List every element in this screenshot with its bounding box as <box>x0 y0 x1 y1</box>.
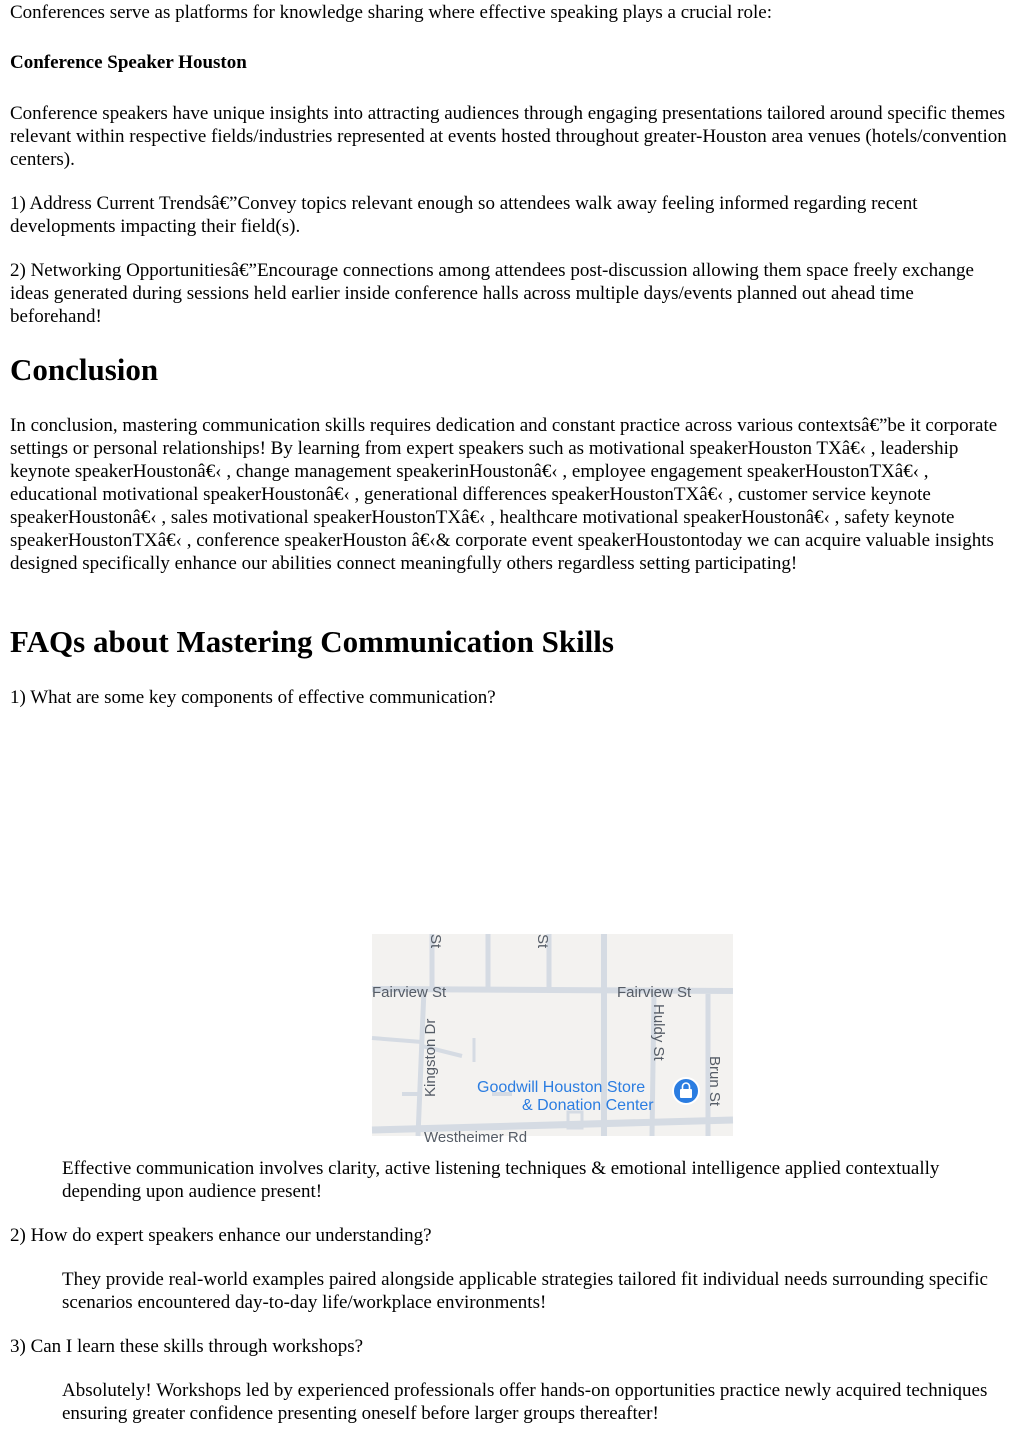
conclusion-heading: Conclusion <box>10 352 159 387</box>
conclusion-paragraph: In conclusion, mastering communication skills requires dedication and constant practice across various contextsâ€”be it corporate settings or personal relationships! By learning from expert speakers such as motivational speakerHouston TXâ€‹ , leadership keynote speakerHoustonâ€‹ , change management speakerinHoustonâ€‹ , employee engagement speakerHoustonTXâ€‹ , educational motivational speakerHoustonâ€‹ , generational differences speakerHoustonTXâ€‹ , customer service keynote speakerHoustonâ€‹ , sales motivational speakerHoustonTXâ€‹ , healthcare motivational speakerHoustonâ€‹ , safety keynote speakerHoustonTXâ€‹ , conference speakerHouston â€‹& corporate event speakerHoustontoday we can acquire valuable insights designed specifically enhance our abilities connect meaningfully others regardless setting participating! <box>10 415 998 574</box>
faq-question-3: 3) Can I learn these skills through workshops? <box>10 1336 364 1357</box>
huldy-st-label: Huldy St <box>650 1004 667 1061</box>
faq-answer-2: They provide real-world examples paired alongside applicable strategies tailored fit individual needs surrounding specific scenarios encountered day-to-day life/workplace environments! <box>62 1269 988 1313</box>
poi-name-line1[interactable]: Goodwill Houston Store <box>477 1079 646 1096</box>
top-left-street-label: St <box>427 934 444 949</box>
brun-st-label: Brun St <box>706 1056 723 1107</box>
faqs-heading: FAQs about Mastering Communication Skills <box>10 624 614 659</box>
faq-answer-3: Absolutely! Workshops led by experienced professionals offer hands-on opportunities practice newly acquired techniques ensuring greater confidence presenting oneself before larger groups thereafter! <box>62 1380 988 1424</box>
intro-paragraph: Conferences serve as platforms for knowledge sharing where effective speaking plays a crucial role: <box>10 2 772 23</box>
conference-point-current-trends: 1) Address Current Trendsâ€”Convey topics relevant enough so attendees walk away feeling informed regarding recent developments impacting their field(s). <box>10 193 918 237</box>
faq-answer-1: Effective communication involves clarity, active listening techniques & emotional intelligence applied contextually depending upon audience present! <box>62 1158 940 1202</box>
conference-point-networking: 2) Networking Opportunitiesâ€”Encourage connections among attendees post-discussion allowing them space freely exchange ideas generated during sessions held earlier inside conference halls across multiple days/events planned out ahead time beforehand! <box>10 260 974 327</box>
top-mid-street-label: St <box>534 934 551 949</box>
fairview-st-left-label: Fairview St <box>372 984 447 1001</box>
kingston-dr-label: Kingston Dr <box>422 1018 439 1097</box>
shopping-bag-icon[interactable] <box>673 1078 699 1104</box>
conference-body-paragraph: Conference speakers have unique insights into attracting audiences through engaging presentations tailored around specific themes relevant within respective fields/industries represented at events hosted throughout greater-Houston area venues (hotels/convention centers). <box>10 103 1007 170</box>
poi-name-line2[interactable]: & Donation Center <box>522 1097 654 1114</box>
faq-question-1: 1) What are some key components of effective communication? <box>10 687 496 708</box>
westheimer-rd-label: Westheimer Rd <box>424 1129 528 1146</box>
faq-question-2: 2) How do expert speakers enhance our understanding? <box>10 1225 432 1246</box>
conference-speaker-heading: Conference Speaker Houston <box>10 52 247 73</box>
embedded-map[interactable] <box>372 934 733 1146</box>
fairview-st-right-label: Fairview St <box>617 984 692 1001</box>
